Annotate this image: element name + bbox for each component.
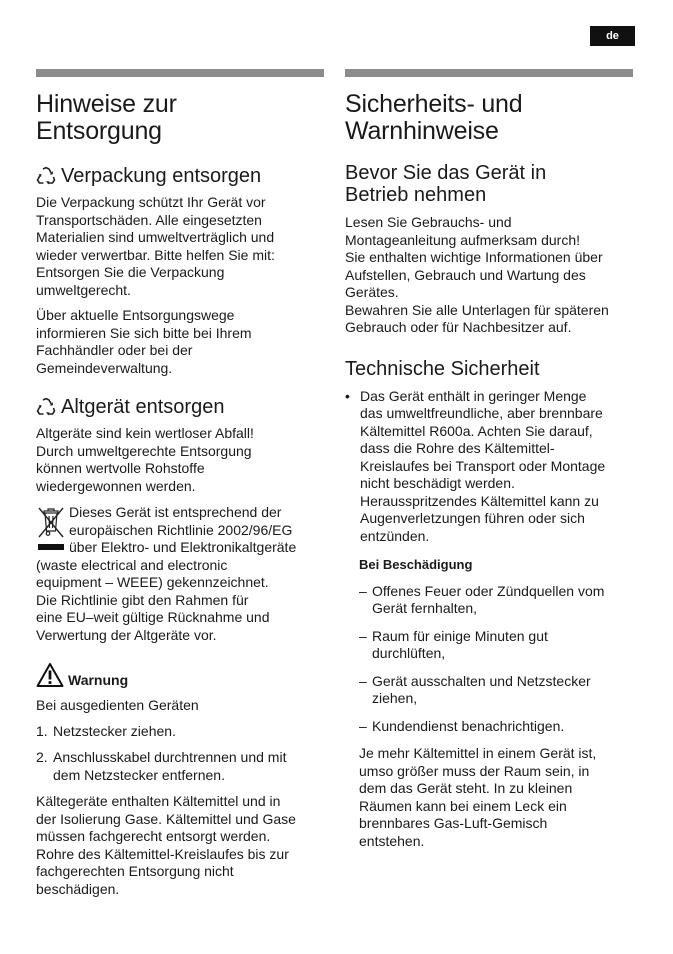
- heading-technical-safety: Technische Sicherheit: [345, 357, 540, 380]
- room-size-text: Je mehr Kältemittel in einem Gerät ist, umso größer muss der Raum sein, in dem das Gerät steht. In zu kleinen Räumen kann bei einem Leck ein brennbares Gas-Luft-Gemisch entstehen.: [359, 745, 597, 849]
- before-use-text: Lesen Sie Gebrauchs- und Montageanleitung aufmerksam durch! Sie enthalten wichtige Informationen über Aufstellen, Gebrauch und Wartung des Gerätes. Bewahren Sie alle Unterlagen für späteren Gebrauch oder für Nachbesitzer auf.: [345, 214, 609, 335]
- section-title-safety: Sicherheits- und Warnhinweise: [345, 90, 523, 145]
- damage-steps: [359, 583, 633, 736]
- left-column: [36, 69, 324, 898]
- section-bar: [36, 69, 324, 77]
- list-item: – Kundendienst benachrichtigen.: [359, 717, 565, 734]
- packaging-text: Die Verpackung schützt Ihr Gerät vor Transportschäden. Alle eingesetzten Materialien sind umweltverträglich und wieder verwertbar. Bitte helfen Sie mit: Entsorgen Sie die Verpackung umweltgerecht.: [36, 194, 275, 298]
- list-item: • Das Gerät enthält in geringer Menge das umweltfreundliche, aber brennbare Kältemittel R600a. Achten Sie darauf, dass die Rohre des Kältemittel- Kreislaufes bei Transport oder Montage nicht beschädigt werden. Herausspritzendes Kältemittel kann zu Augenverletzungen führen oder sich entzünden.: [345, 387, 606, 544]
- warning-triangle-icon: [36, 662, 64, 688]
- heading-packaging: Verpackung entsorgen: [36, 165, 324, 187]
- heading-before-use: Bevor Sie das Gerät in Betrieb nehmen: [345, 162, 547, 206]
- section-bar: [345, 69, 633, 77]
- weee-side-text: Dieses Gerät ist entsprechend der europäischen Richtlinie 2002/96/EG über Elektro- und Elektronikaltgeräte: [69, 504, 297, 555]
- heading-old-appliance: Altgerät entsorgen: [36, 396, 324, 418]
- damage-heading: Bei Beschädigung: [359, 557, 473, 572]
- list-item: – Gerät ausschalten und Netzstecker ziehen,: [359, 672, 591, 706]
- crossed-out-bin-icon: [36, 504, 66, 556]
- weee-rest-text: (waste electrical and electronic equipment – WEEE) gekennzeichnet. Die Richtlinie gibt den Rahmen für eine EU–weit gültige Rücknahme und Verwertung der Altgeräte vor.: [36, 556, 270, 643]
- warning-steps: [36, 723, 324, 785]
- list-item: – Offenes Feuer oder Zündquellen vom Gerät fernhalten,: [359, 582, 605, 616]
- right-column: [345, 69, 633, 850]
- technical-safety-list: [345, 388, 633, 546]
- list-item: 1. Netzstecker ziehen.: [36, 722, 176, 739]
- list-item: 2. Anschlusskabel durchtrennen und mit dem Netzstecker entfernen.: [36, 749, 287, 783]
- list-item: – Raum für einige Minuten gut durchlüften,: [359, 627, 548, 661]
- warning-intro: Bei ausgedienten Geräten: [36, 697, 199, 713]
- section-title-disposal: Hinweise zur Entsorgung: [36, 90, 177, 145]
- recycling-icon: [36, 397, 56, 417]
- weee-notice: [36, 504, 324, 557]
- old-appliance-text: Altgeräte sind kein wertloser Abfall! Durch umweltgerechte Entsorgung können wertvolle Rohstoffe wiedergewonnen werden.: [36, 425, 254, 494]
- refrigerant-disposal-text: Kältegeräte enthalten Kältemittel und in der Isolierung Gase. Kältemittel und Gase müssen fachgerecht entsorgt werden. Rohre des Kältemittel-Kreislaufes bis zur fachgerechten Entsorgung nicht beschädigen.: [36, 793, 296, 897]
- warning-heading: Warnung: [36, 662, 324, 688]
- disposal-info-text: Über aktuelle Entsorgungswege informieren Sie sich bitte bei Ihrem Fachhändler oder bei der Gemeindeverwaltung.: [36, 307, 252, 376]
- recycling-icon: [36, 166, 56, 186]
- language-badge: de: [590, 26, 635, 46]
